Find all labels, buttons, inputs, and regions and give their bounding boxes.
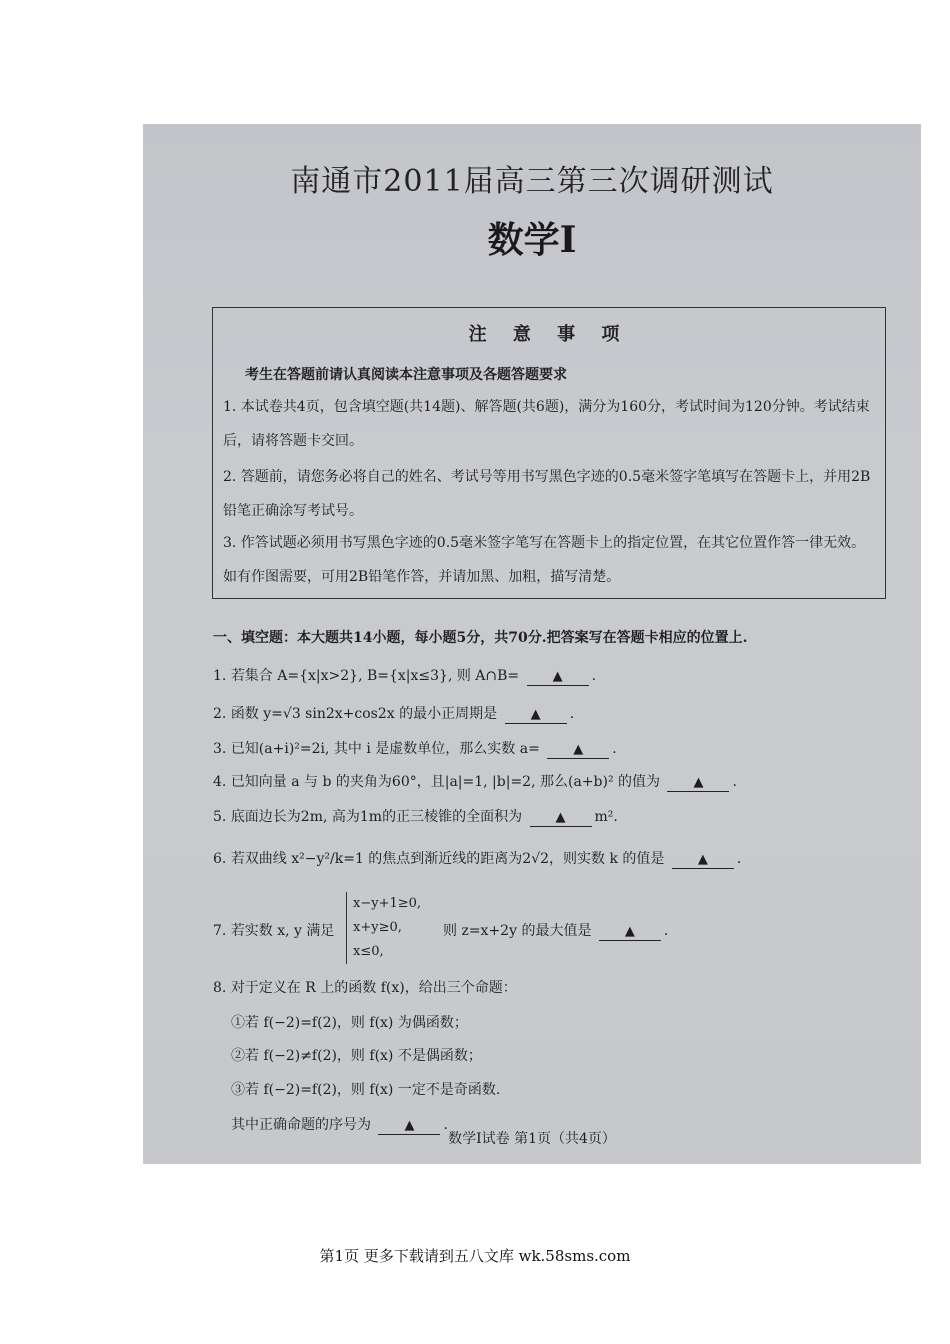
answer-blank: ▲ xyxy=(599,924,661,941)
inequality-line: x≤0, xyxy=(353,944,384,959)
proposition-1: ①若 f(−2)=f(2)，则 f(x) 为偶函数； xyxy=(231,1015,468,1031)
question-number: 2. xyxy=(213,706,227,722)
notice-item: 2. 答题前，请您务必将自己的姓名、考试号等用书写黑色字迹的0.5毫米签字笔填写在答题卡上，并用2B铅笔正确涂写考试号。 xyxy=(223,469,871,519)
question-4 xyxy=(213,771,737,792)
notice-item: 3. 作答试题必须用书写黑色字迹的0.5毫米签字笔写在答题卡上的指定位置，在其它位置作答一律无效。如有作图需要，可用2B铅笔作答，并请加黑、加粗，描写清楚。 xyxy=(223,535,866,585)
question-suffix: . xyxy=(663,923,669,939)
question-text: 则 z=x+2y 的最大值是 xyxy=(443,923,592,939)
notice-intro: 考生在答题前请认真阅读本注意事项及各题答题要求 xyxy=(245,367,567,383)
question-suffix: . xyxy=(443,1117,448,1133)
question-number: 4. xyxy=(213,774,227,790)
question-5 xyxy=(213,806,618,827)
question-6 xyxy=(213,848,741,869)
question-suffix: . xyxy=(736,851,742,867)
question-number: 8. xyxy=(213,980,227,996)
answer-blank: ▲ xyxy=(527,669,589,686)
exam-page-footer: 数学Ⅰ试卷 第1页（共4页） xyxy=(448,1131,616,1147)
notice-title: 注 意 事 项 xyxy=(468,324,630,345)
inequality-line: x+y≥0, xyxy=(353,920,402,935)
question-7 xyxy=(213,920,334,940)
question-suffix: m². xyxy=(594,809,618,825)
exam-subtitle: 数学Ⅰ xyxy=(487,219,577,261)
question-suffix: . xyxy=(612,741,617,757)
question-number: 3. xyxy=(213,741,227,757)
answer-blank: ▲ xyxy=(530,810,592,827)
question-number: 5. xyxy=(213,809,227,825)
answer-blank: ▲ xyxy=(505,707,567,724)
question-text: 底面边长为2m, 高为1m的正三棱锥的全面积为 xyxy=(230,809,523,825)
question-7-tail xyxy=(443,920,668,941)
proposition-2: ②若 f(−2)≠f(2)，则 f(x) 不是偶函数； xyxy=(231,1048,482,1064)
question-text: 其中正确命题的序号为 xyxy=(231,1117,371,1133)
proposition-3: ③若 f(−2)=f(2)，则 f(x) 一定不是奇函数. xyxy=(231,1082,501,1098)
question-1 xyxy=(213,665,596,686)
answer-blank: ▲ xyxy=(547,742,609,759)
question-text: 若集合 A={x|x>2}, B={x|x≤3}, 则 A∩B= xyxy=(230,668,520,684)
question-text: 已知(a+i)²=2i, 其中 i 是虚数单位，那么实数 a= xyxy=(230,741,540,757)
question-text: 函数 y=√3 sin2x+cos2x 的最小正周期是 xyxy=(230,706,498,722)
question-2 xyxy=(213,703,574,724)
question-text: 若双曲线 x²−y²/k=1 的焦点到渐近线的距离为2√2，则实数 k 的值是 xyxy=(230,851,665,867)
question-number: 6. xyxy=(213,851,227,867)
answer-blank: ▲ xyxy=(378,1118,440,1135)
question-suffix: . xyxy=(732,774,737,790)
notice-box xyxy=(212,307,886,599)
question-number: 7. xyxy=(213,923,227,939)
question-suffix: . xyxy=(569,706,575,722)
question-text: 对于定义在 R 上的函数 f(x)，给出三个命题： xyxy=(230,980,517,996)
question-text: 已知向量 a 与 b 的夹角为60°，且|a|=1, |b|=2, 那么(a+b)² 的值为 xyxy=(230,774,661,790)
exam-title: 南通市2011届高三第三次调研测试 xyxy=(290,164,774,199)
inequality-line: x−y+1≥0, xyxy=(353,896,422,911)
question-8 xyxy=(213,977,517,997)
answer-blank: ▲ xyxy=(672,852,734,869)
answer-blank: ▲ xyxy=(667,775,729,792)
section-heading: 一、填空题：本大题共14小题，每小题5分，共70分.把答案写在答题卡相应的位置上. xyxy=(213,630,748,646)
question-suffix: . xyxy=(591,668,597,684)
question-number: 1. xyxy=(213,668,227,684)
inequality-system xyxy=(346,892,421,964)
notice-item: 1. 本试卷共4页，包含填空题(共14题)、解答题(共6题)，满分为160分，考试时间为120分钟。考试结束后，请将答题卡交回。 xyxy=(223,399,870,449)
question-text: 若实数 x, y 满足 xyxy=(230,923,335,939)
question-3 xyxy=(213,738,617,759)
exam-photo xyxy=(143,124,921,1164)
document-footer: 第1页 更多下载请到五八文库 wk.58sms.com xyxy=(319,1247,631,1265)
